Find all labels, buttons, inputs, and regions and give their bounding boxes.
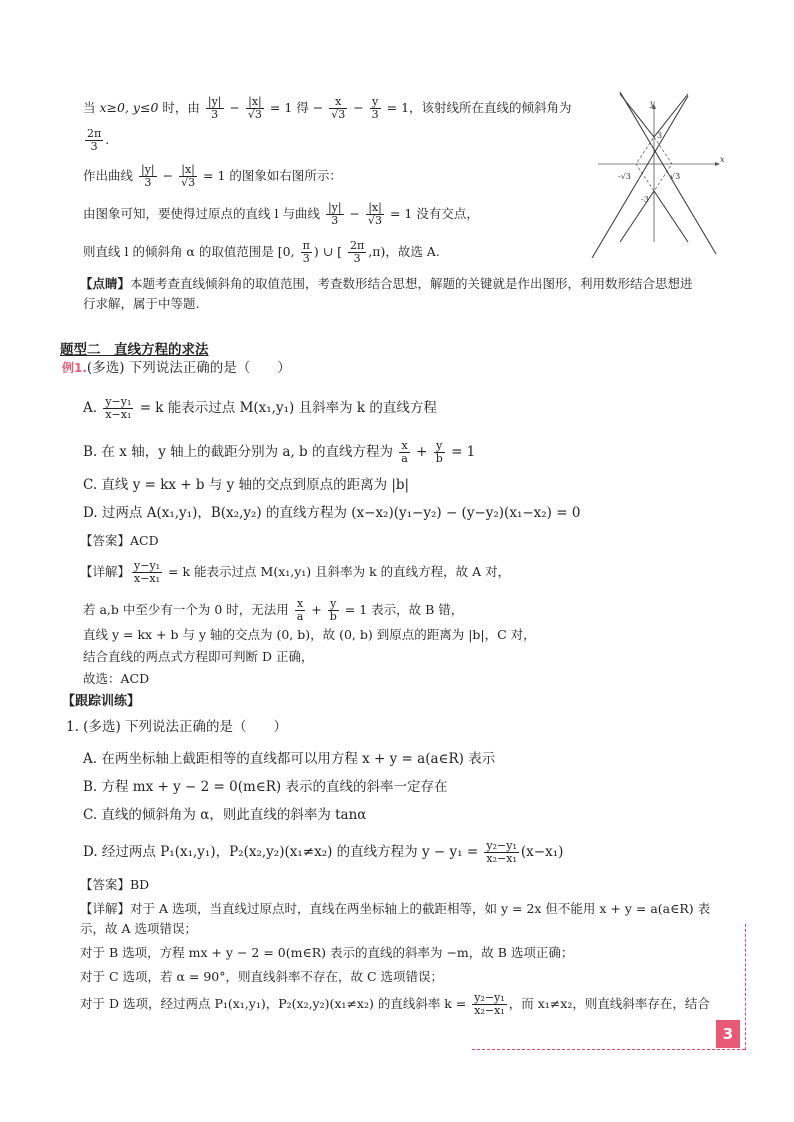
- tracking-answer: 【答案】BD: [80, 877, 150, 892]
- example-1-option-d: D. 过两点 A(x₁,y₁)，B(x₂,y₂) 的直线方程为 (x−x₂)(y₁−y₂) − (y−y₂)(x₁−x₂) = 0: [83, 505, 581, 521]
- fraction: $\frac{x}{a}$: [296, 597, 304, 623]
- fraction: $\frac{\text{y₂−y₁}}{\text{x₂−x₁}}$: [474, 991, 505, 1017]
- x-axis-label: x: [720, 155, 725, 164]
- line-through-origin-2: [620, 92, 716, 254]
- y-axis-label: y: [650, 99, 655, 108]
- fraction: $\frac{|y|}{3}$: [141, 163, 155, 189]
- fraction: $\frac{x}{√3}$: [331, 95, 346, 121]
- tracking-question-stem: 1. (多选) 下列说法正确的是（ ）: [66, 719, 287, 735]
- example-number: 例1.: [62, 361, 87, 375]
- tracking-option-c: C. 直线的倾斜角为 α，则此直线的斜率为 tanα: [83, 807, 367, 823]
- intro-line-2: $\frac{2\pi}{3}$ .: [87, 127, 110, 153]
- tracking-detail-4: 对于 C 选项，若 α = 90°，则直线斜率不存在，故 C 选项错误；: [80, 969, 444, 984]
- example-1-option-a: A. $\frac{\text{y−y₁}}{\text{x−x₁}}$ = k 能表示过点 M(x₁,y₁) 且斜率为 k 的直线方程: [83, 395, 437, 421]
- fraction: $\frac{y}{b}$: [435, 439, 443, 465]
- example-1-option-b: B. 在 x 轴，y 轴上的截距分别为 a, b 的直线方程为 $\frac{x}{a}$ + $\frac{y}{b}$ = 1: [83, 439, 476, 465]
- page-number: 3: [716, 1020, 740, 1048]
- ray-lower-left: [620, 191, 654, 242]
- intro-line-4: 由图象可知，要使得过原点的直线 l 与曲线 $\frac{|y|}{3}$ − $\frac{|x|}{√3}$ = 1 没有交点，: [83, 201, 479, 227]
- tracking-detail-1: 【详解】对于 A 选项，当直线过原点时，直线在两坐标轴上的截距相等，如 y = 2x 但不能用 x + y = a(a∈R) 表: [80, 901, 711, 916]
- intro-line-5: 则直线 l 的倾斜角 α 的取值范围是 [0, $\frac{\pi}{3}$ ) ∪ [ $\frac{2\pi}{3}$ ,π)，故选 A.: [83, 239, 440, 265]
- fraction: $\frac{2\pi}{3}$: [87, 127, 102, 153]
- tracking-option-d: D. 经过两点 P₁(x₁,y₁)，P₂(x₂,y₂)(x₁≠x₂) 的直线方程为 y − y₁ = $\frac{\text{y₂−y₁}}{\text{x₂−x₁}}$ (x−x₁): [83, 839, 564, 865]
- tracking-option-a: A. 在两坐标轴上截距相等的直线都可以用方程 x + y = a(a∈R) 表示: [83, 751, 496, 767]
- example-1-detail-3: 直线 y = kx + b 与 y 轴的交点为 (0, b)，故 (0, b) 到原点的距离为 |b|，C 对，: [83, 627, 536, 642]
- fraction: $\frac{|x|}{√3}$: [368, 201, 383, 227]
- tracking-detail-3: 对于 B 选项，方程 mx + y − 2 = 0(m∈R) 表示的直线的斜率为 −m，故 B 选项正确；: [80, 945, 574, 960]
- tick-label-y-neg: -3: [641, 195, 649, 204]
- curve-graph: [590, 92, 730, 258]
- fraction: $\frac{\text{y−y₁}}{\text{x−x₁}}$: [105, 395, 132, 421]
- fraction: $\frac{y}{b}$: [329, 597, 337, 623]
- example-1-stem: 例1.(多选) 下列说法正确的是（ ）: [62, 360, 291, 376]
- fraction: $\frac{\text{y₂−y₁}}{\text{x₂−x₁}}$: [486, 839, 517, 865]
- fraction: $\frac{|y|}{3}$: [207, 95, 222, 121]
- fraction: $\frac{\text{y−y₁}}{\text{x−x₁}}$: [134, 559, 161, 585]
- section-heading: 题型二 直线方程的求法: [60, 342, 209, 358]
- page-border-dashed-vertical: [745, 924, 746, 1050]
- example-1-detail-5: 故选：ACD: [83, 671, 150, 686]
- tick-label-y-pos: 3: [657, 131, 663, 140]
- dianjing-line-2: 行求解，属于中等题.: [83, 296, 200, 311]
- example-1-detail-1: 【详解】 $\frac{\text{y−y₁}}{\text{x−x₁}}$ = k 能表示过点 M(x₁,y₁) 且斜率为 k 的直线方程，故 A 对，: [80, 559, 511, 585]
- tracking-option-b: B. 方程 mx + y − 2 = 0(m∈R) 表示的直线的斜率一定存在: [83, 779, 448, 795]
- example-1-detail-2: 若 a,b 中至少有一个为 0 时，无法用 $\frac{x}{a}$ + $\frac{y}{b}$ = 1 表示，故 B 错，: [83, 597, 464, 623]
- fraction: $\frac{|x|}{√3}$: [181, 163, 196, 189]
- page-border-dashed-horizontal: [472, 1049, 745, 1050]
- fraction: $\frac{|x|}{√3}$: [247, 95, 262, 121]
- dianjing-line-1: 【点睛】本题考查直线倾斜角的取值范围，考查数形结合思想，解题的关键就是作出图形，利用数形结合思想进: [80, 276, 693, 291]
- fraction: $\frac{y}{3}$: [371, 95, 379, 121]
- example-1-answer: 【答案】ACD: [80, 533, 159, 548]
- fraction: $\frac{|y|}{3}$: [327, 201, 342, 227]
- fraction: $\frac{\pi}{3}$: [302, 239, 310, 265]
- tracking-detail-2: 示，故 A 选项错误；: [80, 921, 197, 936]
- intro-line-1: 当 x≥0, y≤0 时，由 $\frac{|y|}{3}$ − $\frac{|x|}{√3}$ = 1 得 − $\frac{x}{√3}$ − $\frac{y}{3}$ = 1，该射线所在直线的倾斜角为: [83, 95, 572, 121]
- tracking-detail-5: 对于 D 选项，经过两点 P₁(x₁,y₁)，P₂(x₂,y₂)(x₁≠x₂) 的直线斜率 k = $\frac{\text{y₂−y₁}}{\text{x₂−x₁}}$ ，而 x₁≠x₂，则直线斜率存在，结合: [80, 991, 710, 1017]
- tracking-title: 【跟踪训练】: [62, 694, 141, 709]
- fraction: $\frac{2\pi}{3}$: [350, 239, 365, 265]
- example-1-option-c: C. 直线 y = kx + b 与 y 轴的交点到原点的距离为 |b|: [83, 477, 410, 493]
- tick-label-x-neg: -√3: [618, 172, 631, 181]
- tick-label-x-pos: √3: [670, 172, 681, 181]
- fraction: $\frac{x}{a}$: [401, 439, 408, 465]
- intro-line-3: 作出曲线 $\frac{|y|}{3}$ − $\frac{|x|}{√3}$ = 1 的图象如右图所示：: [83, 163, 342, 189]
- example-1-detail-4: 结合直线的两点式方程即可判断 D 正确，: [83, 649, 314, 664]
